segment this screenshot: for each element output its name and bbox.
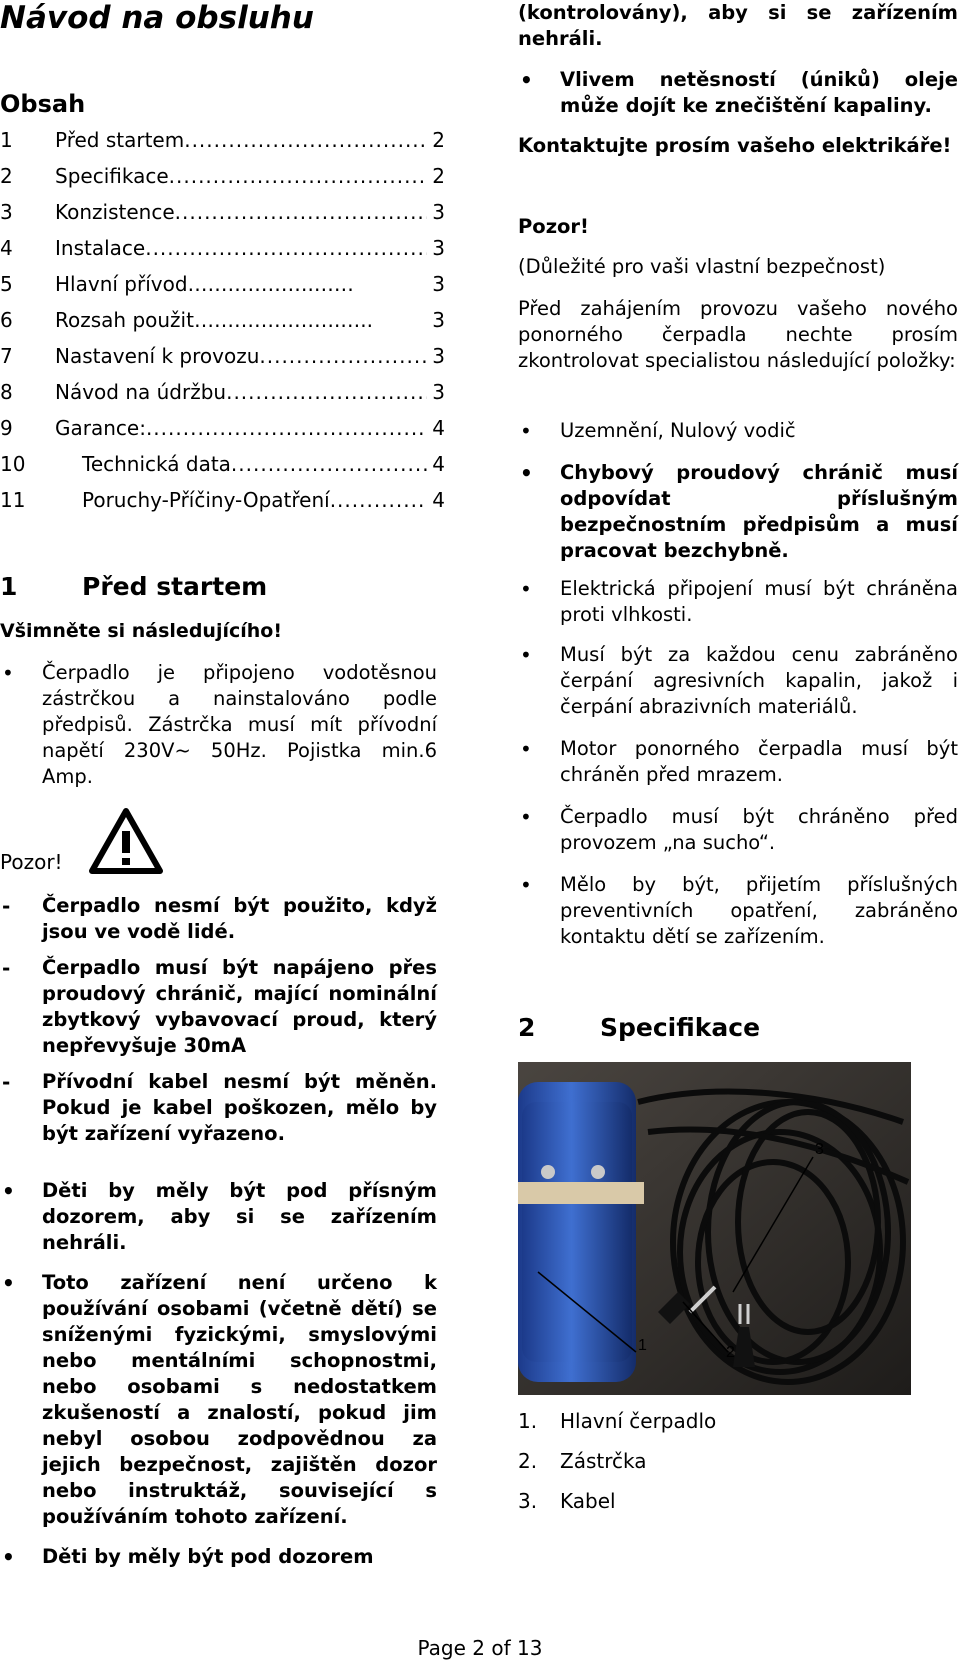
toc-item-page: 4 xyxy=(432,416,445,440)
toc-item-text: Hlavní přívod……………….…… xyxy=(55,272,354,296)
list-item: • Chybový proudový chránič musí odpovídat příslušným bezpečnostním předpisům a musí pracovat bezchybně. xyxy=(518,460,958,564)
list-item: • Motor ponorného čerpadla musí být chráněn před mrazem. xyxy=(518,736,958,788)
part-name: Kabel xyxy=(560,1489,616,1513)
section-number: 2 xyxy=(518,1013,536,1042)
photo-callout: 1 xyxy=(638,1337,647,1354)
toc-item-number: 1 xyxy=(0,128,13,152)
toc-item[interactable] xyxy=(0,377,445,413)
list-item: - Přívodní kabel nesmí být měněn. Pokud je kabel poškozen, mělo by být zařízení vyřazeno. xyxy=(0,1069,437,1147)
part-number: 2. xyxy=(518,1449,538,1473)
section-title: Před startem xyxy=(82,572,268,601)
toc-item[interactable] xyxy=(0,125,445,161)
intro-paragraph: Před zahájením provozu vašeho nového ponorného čerpadla nechte prosím zkontrolovat specialistou následující položky: xyxy=(518,297,958,372)
toc-item-text: Specifikace xyxy=(55,164,169,188)
toc-item-number: 2 xyxy=(0,164,13,188)
list-item: - Čerpadlo musí být napájeno přes proudový chránič, mající nominální zbytkový vybavovací proud, který nepřevyšuje 30mA xyxy=(0,955,437,1059)
toc-heading: Obsah xyxy=(0,90,86,118)
table-of-contents xyxy=(0,125,445,521)
part-name: Hlavní čerpadlo xyxy=(560,1409,717,1433)
section-1-bullets xyxy=(0,660,437,790)
toc-item-text: Poruchy-Příčiny-Opatření xyxy=(82,488,330,512)
toc-item[interactable] xyxy=(0,341,445,377)
toc-item[interactable] xyxy=(0,233,445,269)
list-item: • Toto zařízení není určeno k používání osobami (včetně dětí) se sníženými fyzickými, smyslovými nebo mentálními schopnostmi, nebo osobami s nedostatkem zkušeností a znalostí, pokud jim nebyl osobou zodpovědnou za jejich bezpečnost, zajištěn dozor nebo instruktáž, související s používáním tohoto zařízení. xyxy=(0,1270,437,1530)
part-number: 1. xyxy=(518,1409,538,1433)
toc-item[interactable] xyxy=(0,485,445,521)
toc-item-text: Technická data xyxy=(82,452,231,476)
list-item: • Děti by měly být pod dozorem xyxy=(0,1544,437,1570)
toc-item-text: Nastavení k provozu xyxy=(55,344,260,368)
toc-item-page: 4 xyxy=(432,488,445,512)
list-item: • Vlivem netěsností (úniků) oleje může dojít ke znečištění kapaliny. xyxy=(518,67,958,119)
toc-item-number: 4 xyxy=(0,236,13,260)
toc-item-text: Garance: xyxy=(55,416,146,440)
inspection-checklist xyxy=(518,418,958,950)
toc-item[interactable] xyxy=(0,197,445,233)
section-2-heading xyxy=(518,1013,760,1042)
toc-item-page: 3 xyxy=(432,236,445,260)
document-title: Návod na obsluhu xyxy=(0,0,314,36)
part-number: 3. xyxy=(518,1489,538,1513)
toc-item-text: Před startem xyxy=(55,128,185,152)
list-item: • Čerpadlo je připojeno vodotěsnou zástrčkou a nainstalováno podle předpisů. Zástrčka musí mít přívodní napětí 230V~ 50Hz. Pojistka min.6 Amp. xyxy=(0,660,437,790)
notice-text: Všimněte si následujícího! xyxy=(0,620,282,642)
list-item: - Čerpadlo nesmí být použito, když jsou ve vodě lidé. xyxy=(0,893,437,945)
toc-item[interactable] xyxy=(0,161,445,197)
pump-illustration xyxy=(518,1062,911,1395)
contact-electrician-text: Kontaktujte prosím vašeho elektrikáře! xyxy=(518,134,952,157)
toc-item-number: 11 xyxy=(0,488,26,512)
toc-item-text: Konzistence xyxy=(55,200,175,224)
toc-item-page: 3 xyxy=(432,200,445,224)
warning-triangle-icon xyxy=(88,807,164,875)
toc-item-number: 7 xyxy=(0,344,13,368)
toc-item-text: Návod na údržbu xyxy=(55,380,227,404)
toc-item-number: 6 xyxy=(0,308,13,332)
oil-warning-list xyxy=(518,67,958,119)
section-1-heading xyxy=(0,572,267,601)
toc-item-number: 5 xyxy=(0,272,13,296)
list-item: • Uzemnění, Nulový vodič xyxy=(518,418,958,444)
toc-item-number: 3 xyxy=(0,200,13,224)
warning-label: Pozor! xyxy=(0,850,63,874)
photo-callout: 3 xyxy=(815,1141,824,1158)
list-item: • Musí být za každou cenu zabráněno čerpání agresivních kapalin, jakož i čerpání abrazivních materiálů. xyxy=(518,642,958,720)
toc-item-text: Instalace xyxy=(55,236,146,260)
list-item: • Děti by měly být pod přísným dozorem, aby si se zařízením nehráli. xyxy=(0,1178,437,1256)
toc-item[interactable] xyxy=(0,269,445,305)
list-item xyxy=(518,1406,716,1446)
list-item xyxy=(518,1486,716,1526)
toc-item-number: 10 xyxy=(0,452,26,476)
part-name: Zástrčka xyxy=(560,1449,647,1473)
toc-item[interactable] xyxy=(0,413,445,449)
safety-note: (Důležité pro vaši vlastní bezpečnost) xyxy=(518,255,886,278)
page-footer: Page 2 of 13 xyxy=(417,1636,543,1660)
toc-item-page: 2 xyxy=(432,164,445,188)
toc-item-page: 4 xyxy=(432,452,445,476)
section-title: Specifikace xyxy=(600,1013,761,1042)
pump-photo xyxy=(518,1062,911,1395)
toc-item-text: Rozsah použit………………….….. xyxy=(55,308,374,332)
list-item: • Čerpadlo musí být chráněno před provozem „na sucho“. xyxy=(518,804,958,856)
list-item: • Elektrická připojení musí být chráněna proti vlhkosti. xyxy=(518,576,958,628)
pozor-heading: Pozor! xyxy=(518,215,589,238)
toc-item-page: 3 xyxy=(432,272,445,296)
toc-item-page: 2 xyxy=(432,128,445,152)
toc-item-number: 8 xyxy=(0,380,13,404)
continued-text: (kontrolovány), aby si se zařízením nehráli. xyxy=(518,1,958,50)
photo-callout: 2 xyxy=(726,1344,735,1361)
toc-item-page: 3 xyxy=(432,344,445,368)
toc-item[interactable] xyxy=(0,305,445,341)
list-item xyxy=(518,1446,716,1486)
list-item: • Mělo by být, přijetím příslušných preventivních opatření, zabráněno kontaktu dětí se zařízením. xyxy=(518,872,958,950)
section-number: 1 xyxy=(0,572,18,601)
toc-item-page: 3 xyxy=(432,308,445,332)
toc-item[interactable] xyxy=(0,449,445,485)
toc-item-page: 3 xyxy=(432,380,445,404)
toc-item-number: 9 xyxy=(0,416,13,440)
children-safety-list xyxy=(0,1178,437,1570)
warning-list xyxy=(0,893,437,1147)
parts-list xyxy=(518,1406,716,1526)
